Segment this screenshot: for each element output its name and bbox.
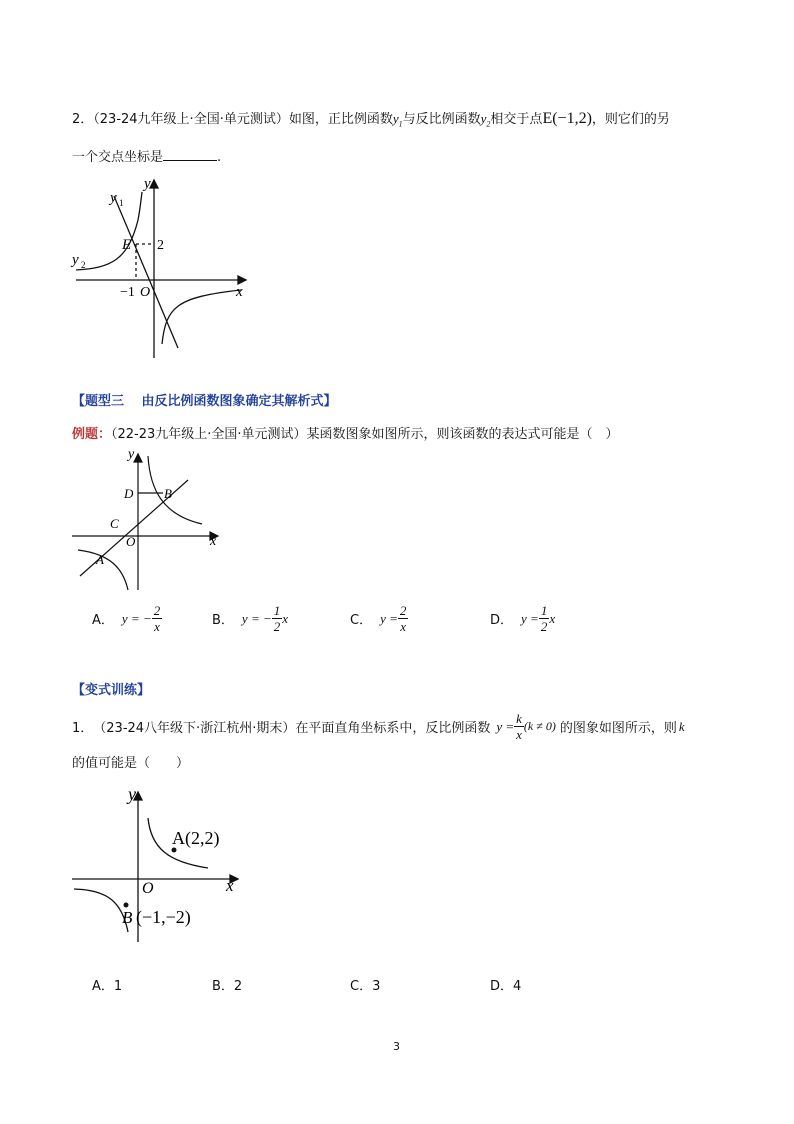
point-c-label: C [110, 516, 119, 531]
origin-label: O [126, 534, 136, 549]
point-b-label: B [164, 486, 172, 501]
variant-option-b[interactable]: B．2 [212, 979, 243, 994]
tick-label-y: 2 [157, 238, 164, 253]
variant-option-c[interactable]: C．3 [350, 979, 381, 994]
option-expression: y = − [241, 610, 272, 626]
question-2-line-1 [72, 108, 670, 129]
answer-blank[interactable] [163, 148, 217, 161]
question-text: 相交于点 [490, 112, 543, 127]
point-b-label: B [122, 908, 133, 927]
variant-title: 【变式训练】 [72, 683, 151, 698]
figure-1 [66, 172, 256, 362]
variant-question-1-line-1 [72, 712, 685, 741]
question-text: 如图，正比例函数 [288, 112, 393, 127]
y2-symbol: $y_2$ [480, 111, 491, 129]
option-expression: y = [380, 610, 398, 626]
y2-subscript: 2 [81, 260, 86, 270]
point-e-label: E [122, 237, 132, 253]
k-symbol: k [678, 718, 685, 734]
hyperbola-y2-left [76, 192, 142, 270]
period: . [217, 150, 222, 165]
option-b[interactable] [212, 604, 288, 633]
variant-option-d[interactable]: D．4 [490, 979, 522, 994]
y-axis-arrow [134, 454, 142, 462]
function-lhs: y = [496, 718, 515, 734]
option-label: A． [92, 613, 114, 628]
option-label: D． [490, 613, 514, 628]
point-a-dot [172, 848, 177, 853]
point-b-dot [124, 903, 129, 908]
hyperbola-y2-right [162, 290, 241, 344]
page-number: 3 [393, 1040, 400, 1053]
option-expression: y = − [121, 610, 152, 626]
option-variable: x [549, 610, 556, 626]
option-a[interactable] [92, 604, 162, 633]
x-axis-label: x [210, 534, 217, 549]
y1-symbol: $y_1$ [392, 111, 403, 129]
figure-3 [68, 786, 248, 946]
question-text: （23-24八年级下·浙江杭州·期末）在平面直角坐标系中，反比例函数 [93, 721, 491, 736]
fraction: $\frac{1}{2}$ [273, 603, 281, 634]
option-expression: y = [521, 610, 539, 626]
point-d-label: D [124, 486, 134, 501]
hyperbola-right [148, 456, 202, 524]
y1-subscript: 1 [119, 198, 124, 208]
question-text: ，则它们的另 [591, 112, 670, 127]
x-axis-label: x [226, 876, 234, 895]
line-y1 [114, 196, 178, 348]
option-d[interactable] [490, 604, 555, 633]
y-axis-label: y [128, 786, 136, 804]
condition: (k ≠ 0) [523, 719, 556, 733]
point-b-coordinates: (−1,−2) [136, 907, 191, 927]
fraction: $\frac{1}{2}$ [540, 603, 548, 634]
tick-label-x: −1 [120, 285, 135, 300]
point-e: E(−1,2) [542, 110, 592, 127]
question-text: 一个交点坐标是 [72, 150, 164, 165]
fraction: $\frac{2}{x}$ [399, 603, 407, 634]
x-axis-arrow [238, 276, 246, 284]
option-c[interactable] [350, 604, 408, 633]
hyperbola-third-quadrant [74, 889, 128, 932]
question-text: 的图象如图所示，则 [559, 721, 677, 736]
example-label: 例题： [72, 427, 112, 442]
option-variable: x [282, 610, 289, 626]
y2-label: y [72, 252, 79, 268]
figure-2 [68, 450, 228, 592]
option-label: B． [212, 613, 234, 628]
y1-label: y [110, 190, 117, 206]
point-a-label: A [96, 552, 104, 567]
question-text: 与反比例函数 [402, 112, 481, 127]
origin-label: O [140, 285, 151, 300]
question-number: 1． [72, 721, 94, 736]
x-axis-label: x [236, 284, 243, 300]
y-axis-arrow [150, 180, 158, 188]
y-axis-label: y [128, 450, 135, 462]
example-question [72, 423, 619, 442]
fraction: $\frac{2}{x}$ [153, 603, 161, 634]
origin-label: O [142, 880, 154, 897]
example-text: （22-23九年级上·全国·单元测试）某函数图象如图所示，则该函数的表达式可能是（ ） [111, 427, 619, 442]
y-axis-label: y [144, 176, 151, 192]
question-2-line-2 [72, 146, 221, 165]
point-a-label: A(2,2) [172, 828, 220, 848]
fraction: $\frac{k}{x}$ [516, 711, 522, 742]
option-label: C． [350, 613, 373, 628]
section-title: 【题型三 由反比例函数图象确定其解析式】 [72, 394, 337, 409]
question-source: （23-24九年级上·全国·单元测试） [93, 112, 289, 127]
variant-question-1-line-2: 的值可能是（ ） [72, 756, 190, 771]
question-number: 2． [72, 112, 94, 127]
variant-option-a[interactable]: A．1 [92, 979, 123, 994]
